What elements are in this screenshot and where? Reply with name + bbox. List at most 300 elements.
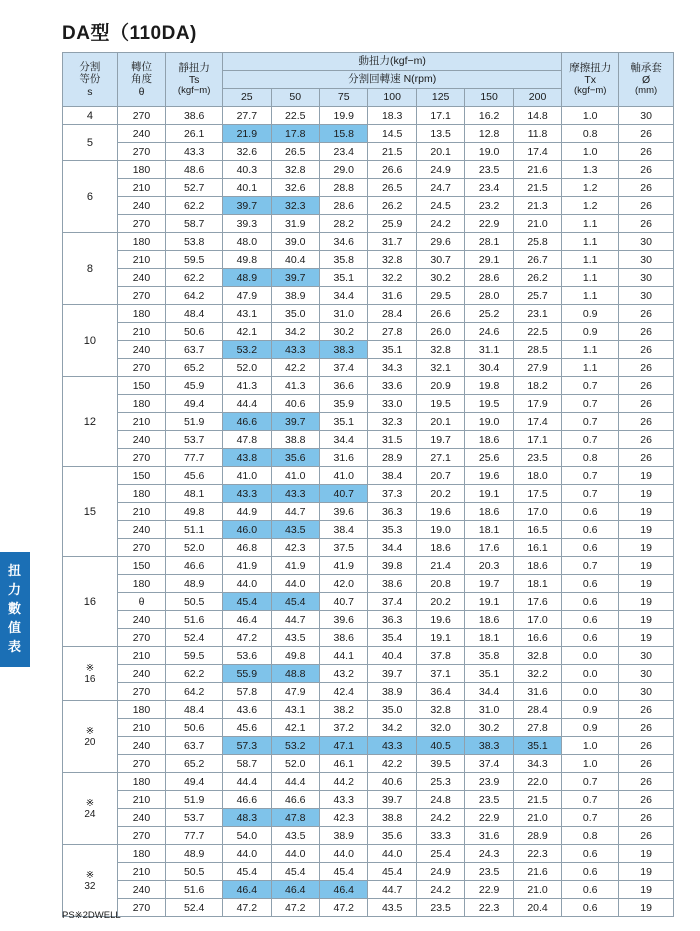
dynamic-torque-cell: 52.0 [271,755,319,773]
side-tab-torque-table [0,552,30,667]
dynamic-torque-cell: 35.1 [368,341,416,359]
dynamic-torque-cell: 39.7 [271,269,319,287]
dynamic-torque-cell: 13.5 [416,125,464,143]
divisions-cell: 8 [63,233,118,305]
table-row [63,413,674,431]
static-torque-cell: 50.6 [166,719,223,737]
dynamic-torque-cell: 26.5 [368,179,416,197]
table-row [63,431,674,449]
dynamic-torque-cell: 17.9 [513,395,561,413]
static-torque-cell: 51.9 [166,413,223,431]
divisions-cell: 4 [63,107,118,125]
table-row [63,107,674,125]
dynamic-torque-cell: 30.2 [416,269,464,287]
friction-torque-cell: 1.0 [562,737,619,755]
dynamic-torque-cell: 23.5 [513,449,561,467]
angle-cell: 210 [117,503,165,521]
table-row [63,899,674,917]
dynamic-torque-cell: 23.4 [320,143,368,161]
bearing-sleeve-cell: 19 [619,593,674,611]
dynamic-torque-cell: 17.4 [513,143,561,161]
dynamic-torque-cell: 28.6 [320,197,368,215]
dynamic-torque-cell: 18.6 [465,503,513,521]
dynamic-torque-cell: 17.8 [271,125,319,143]
friction-torque-cell: 0.7 [562,809,619,827]
dynamic-torque-cell: 22.9 [465,881,513,899]
bearing-sleeve-cell: 19 [619,845,674,863]
friction-torque-cell: 0.6 [562,881,619,899]
divisions-cell: 15 [63,467,118,557]
bearing-sleeve-cell: 30 [619,665,674,683]
header-divisions-l2: 等份 [79,73,101,86]
angle-cell: 240 [117,611,165,629]
dynamic-torque-cell: 19.6 [465,467,513,485]
dynamic-torque-cell: 19.6 [416,503,464,521]
angle-cell: 210 [117,791,165,809]
dynamic-torque-cell: 34.4 [320,431,368,449]
table-row [63,377,674,395]
dynamic-torque-cell: 37.5 [320,539,368,557]
dynamic-torque-cell: 18.1 [465,521,513,539]
dynamic-torque-cell: 23.5 [465,791,513,809]
angle-cell: 180 [117,395,165,413]
torque-table [62,52,674,917]
dynamic-torque-cell: 46.6 [223,413,271,431]
header-angle-l3: θ [138,85,145,98]
dynamic-torque-cell: 31.7 [368,233,416,251]
dynamic-torque-cell: 57.3 [223,737,271,755]
bearing-sleeve-cell: 26 [619,359,674,377]
bearing-sleeve-cell: 19 [619,539,674,557]
angle-cell: θ [117,593,165,611]
dynamic-torque-cell: 36.3 [368,503,416,521]
dynamic-torque-cell: 19.5 [465,395,513,413]
dynamic-torque-cell: 42.0 [320,575,368,593]
dynamic-torque-cell: 49.8 [223,251,271,269]
friction-torque-cell: 0.7 [562,485,619,503]
bearing-sleeve-cell: 26 [619,755,674,773]
friction-torque-cell: 0.9 [562,305,619,323]
dynamic-torque-cell: 35.4 [368,629,416,647]
dynamic-torque-cell: 21.0 [513,809,561,827]
divisions-line: ※ [85,725,95,737]
dynamic-torque-cell: 39.8 [368,557,416,575]
dynamic-torque-cell: 44.9 [223,503,271,521]
static-torque-cell: 26.1 [166,125,223,143]
dynamic-torque-cell: 35.6 [368,827,416,845]
static-torque-cell: 51.9 [166,791,223,809]
bearing-sleeve-cell: 26 [619,305,674,323]
dynamic-torque-cell: 22.0 [513,773,561,791]
divisions-line: 32 [84,880,96,892]
dynamic-torque-cell: 37.4 [465,755,513,773]
dynamic-torque-cell: 43.1 [271,701,319,719]
dynamic-torque-cell: 39.0 [271,233,319,251]
angle-cell: 210 [117,719,165,737]
dynamic-torque-cell: 42.3 [320,809,368,827]
dynamic-torque-cell: 37.4 [320,359,368,377]
friction-torque-cell: 0.9 [562,323,619,341]
dynamic-torque-cell: 26.2 [368,197,416,215]
static-torque-cell: 59.5 [166,251,223,269]
dynamic-torque-cell: 26.0 [416,323,464,341]
dynamic-torque-cell: 44.0 [271,575,319,593]
dynamic-torque-cell: 54.0 [223,827,271,845]
divisions-cell [63,773,118,845]
dynamic-torque-cell: 47.9 [271,683,319,701]
header-ts-l1: 靜扭力 [178,61,210,74]
table-row [63,701,674,719]
dynamic-torque-cell: 47.8 [223,431,271,449]
static-torque-cell: 51.1 [166,521,223,539]
dynamic-torque-cell: 32.0 [416,719,464,737]
dynamic-torque-cell: 31.5 [368,431,416,449]
table-header [63,53,674,107]
dynamic-torque-cell: 17.1 [416,107,464,125]
divisions-cell [63,701,118,773]
table-row [63,575,674,593]
dynamic-torque-cell: 15.8 [320,125,368,143]
dynamic-torque-cell: 44.0 [223,845,271,863]
bearing-sleeve-cell: 26 [619,791,674,809]
dynamic-torque-cell: 39.6 [320,503,368,521]
dynamic-torque-cell: 36.3 [368,611,416,629]
bearing-sleeve-cell: 19 [619,557,674,575]
dynamic-torque-cell: 23.5 [465,161,513,179]
divisions-cell: 12 [63,377,118,467]
header-angle-l2: 角度 [130,73,152,86]
static-torque-cell: 53.8 [166,233,223,251]
dynamic-torque-cell: 21.3 [513,197,561,215]
dynamic-torque-cell: 31.1 [465,341,513,359]
dynamic-torque-cell: 45.4 [223,593,271,611]
dynamic-torque-cell: 35.1 [513,737,561,755]
dynamic-torque-cell: 34.6 [320,233,368,251]
dynamic-torque-cell: 17.4 [513,413,561,431]
dynamic-torque-cell: 40.7 [320,593,368,611]
table-row [63,323,674,341]
dynamic-torque-cell: 34.3 [368,359,416,377]
dynamic-torque-cell: 21.6 [513,863,561,881]
dynamic-torque-cell: 32.2 [513,665,561,683]
bearing-sleeve-cell: 26 [619,431,674,449]
dynamic-torque-cell: 46.1 [320,755,368,773]
dynamic-torque-cell: 32.2 [368,269,416,287]
dynamic-torque-cell: 18.1 [513,575,561,593]
dynamic-torque-cell: 48.3 [223,809,271,827]
table-row [63,845,674,863]
dynamic-torque-cell: 32.8 [416,701,464,719]
static-torque-cell: 53.7 [166,809,223,827]
dynamic-torque-cell: 19.7 [465,575,513,593]
dynamic-torque-cell: 42.4 [320,683,368,701]
dynamic-torque-cell: 22.5 [513,323,561,341]
dynamic-torque-cell: 39.7 [368,665,416,683]
dynamic-torque-cell: 18.2 [513,377,561,395]
dynamic-torque-cell: 38.2 [320,701,368,719]
static-torque-cell: 65.2 [166,359,223,377]
divisions-cell [63,845,118,917]
bearing-sleeve-cell: 26 [619,323,674,341]
angle-cell: 210 [117,863,165,881]
dynamic-torque-cell: 43.3 [368,737,416,755]
angle-cell: 270 [117,107,165,125]
dynamic-torque-cell: 42.3 [271,539,319,557]
dynamic-torque-cell: 45.4 [223,863,271,881]
friction-torque-cell: 0.6 [562,503,619,521]
bearing-sleeve-cell: 26 [619,125,674,143]
dynamic-torque-cell: 35.1 [465,665,513,683]
bearing-sleeve-cell: 19 [619,899,674,917]
dynamic-torque-cell: 36.6 [320,377,368,395]
dynamic-torque-cell: 35.9 [320,395,368,413]
static-torque-cell: 62.2 [166,197,223,215]
dynamic-torque-cell: 26.5 [271,143,319,161]
side-tab-char-2: 力 [7,582,22,598]
dynamic-torque-cell: 19.0 [465,413,513,431]
angle-cell: 240 [117,521,165,539]
dynamic-torque-cell: 19.5 [416,395,464,413]
table-row [63,755,674,773]
dynamic-torque-cell: 57.8 [223,683,271,701]
dynamic-torque-cell: 32.1 [416,359,464,377]
friction-torque-cell: 0.9 [562,719,619,737]
static-torque-cell: 64.2 [166,683,223,701]
friction-torque-cell: 0.6 [562,611,619,629]
angle-cell: 240 [117,809,165,827]
dynamic-torque-cell: 44.2 [320,773,368,791]
dynamic-torque-cell: 32.8 [513,647,561,665]
table-row [63,215,674,233]
header-ts-l3: (kgf−m) [177,85,211,97]
bearing-sleeve-cell: 26 [619,773,674,791]
friction-torque-cell: 1.0 [562,107,619,125]
friction-torque-cell: 1.1 [562,341,619,359]
dynamic-torque-cell: 29.1 [465,251,513,269]
dynamic-torque-cell: 46.4 [271,881,319,899]
dynamic-torque-cell: 39.7 [271,413,319,431]
dynamic-torque-cell: 19.0 [465,143,513,161]
bearing-sleeve-cell: 30 [619,233,674,251]
table-row [63,881,674,899]
bearing-sleeve-cell: 26 [619,809,674,827]
dynamic-torque-cell: 41.0 [320,467,368,485]
dynamic-torque-cell: 40.4 [368,647,416,665]
dynamic-torque-cell: 16.1 [513,539,561,557]
dynamic-torque-cell: 45.6 [223,719,271,737]
dynamic-torque-cell: 22.3 [513,845,561,863]
table-row [63,647,674,665]
dynamic-torque-cell: 20.8 [416,575,464,593]
dynamic-torque-cell: 43.5 [271,521,319,539]
dynamic-torque-cell: 25.3 [416,773,464,791]
angle-cell: 210 [117,413,165,431]
dynamic-torque-cell: 43.3 [320,791,368,809]
static-torque-cell: 65.2 [166,755,223,773]
dynamic-torque-cell: 28.4 [368,305,416,323]
angle-cell: 210 [117,323,165,341]
header-divisions-l1: 分割 [79,61,101,74]
header-friction-torque [562,53,619,107]
dynamic-torque-cell: 33.6 [368,377,416,395]
dynamic-torque-cell: 41.3 [271,377,319,395]
angle-cell: 150 [117,557,165,575]
angle-cell: 180 [117,701,165,719]
bearing-sleeve-cell: 26 [619,341,674,359]
angle-cell: 240 [117,431,165,449]
friction-torque-cell: 0.0 [562,665,619,683]
bearing-sleeve-cell: 26 [619,719,674,737]
dynamic-torque-cell: 32.8 [368,251,416,269]
angle-cell: 270 [117,755,165,773]
dynamic-torque-cell: 17.1 [513,431,561,449]
header-brg-l1: 軸承套 [630,61,662,74]
friction-torque-cell: 0.6 [562,629,619,647]
dynamic-torque-cell: 18.0 [513,467,561,485]
table-row [63,611,674,629]
dynamic-torque-cell: 38.9 [271,287,319,305]
dynamic-torque-cell: 39.5 [416,755,464,773]
dynamic-torque-cell: 26.6 [416,305,464,323]
static-torque-cell: 48.1 [166,485,223,503]
dynamic-torque-cell: 21.4 [416,557,464,575]
dynamic-torque-cell: 43.1 [223,305,271,323]
dynamic-torque-cell: 38.4 [368,467,416,485]
table-row [63,791,674,809]
divisions-line: ※ [85,662,95,674]
table-row [63,593,674,611]
dynamic-torque-cell: 37.3 [368,485,416,503]
dynamic-torque-cell: 30.2 [320,323,368,341]
dynamic-torque-cell: 19.0 [416,521,464,539]
angle-cell: 270 [117,899,165,917]
bearing-sleeve-cell: 26 [619,161,674,179]
dynamic-torque-cell: 47.9 [223,287,271,305]
divisions-cell: 10 [63,305,118,377]
dynamic-torque-cell: 47.2 [271,899,319,917]
static-torque-cell: 45.6 [166,467,223,485]
angle-cell: 270 [117,683,165,701]
dynamic-torque-cell: 21.5 [368,143,416,161]
angle-cell: 180 [117,575,165,593]
dynamic-torque-cell: 41.0 [223,467,271,485]
angle-cell: 210 [117,647,165,665]
dynamic-torque-cell: 47.2 [320,899,368,917]
header-angle-l1: 轉位 [130,61,152,74]
page-title: DA型（110DA) [62,23,197,44]
dynamic-torque-cell: 24.7 [416,179,464,197]
dynamic-torque-cell: 23.5 [416,899,464,917]
dynamic-torque-cell: 41.9 [320,557,368,575]
friction-torque-cell: 0.9 [562,701,619,719]
static-torque-cell: 48.6 [166,161,223,179]
dynamic-torque-cell: 45.4 [271,593,319,611]
dynamic-torque-cell: 44.4 [271,773,319,791]
divisions-line: ※ [85,797,95,809]
dynamic-torque-cell: 43.5 [271,827,319,845]
dynamic-torque-cell: 19.1 [465,485,513,503]
dynamic-torque-cell: 20.4 [513,899,561,917]
dynamic-torque-cell: 19.6 [416,611,464,629]
table-row [63,863,674,881]
dynamic-torque-cell: 34.3 [513,755,561,773]
dynamic-torque-cell: 32.8 [271,161,319,179]
angle-cell: 270 [117,215,165,233]
dynamic-torque-cell: 28.9 [368,449,416,467]
dynamic-torque-cell: 38.9 [368,683,416,701]
header-index-angle [117,53,165,107]
static-torque-cell: 48.4 [166,701,223,719]
divisions-line: 20 [84,736,96,748]
dynamic-torque-cell: 32.3 [368,413,416,431]
friction-torque-cell: 1.2 [562,197,619,215]
dynamic-torque-cell: 20.9 [416,377,464,395]
dynamic-torque-cell: 17.0 [513,611,561,629]
dynamic-torque-cell: 26.7 [513,251,561,269]
dynamic-torque-cell: 18.6 [465,431,513,449]
angle-cell: 270 [117,449,165,467]
table-row [63,809,674,827]
bearing-sleeve-cell: 26 [619,179,674,197]
dynamic-torque-cell: 21.9 [223,125,271,143]
header-speed-50: 50 [271,89,319,107]
header-tx-l2: Tx [584,74,597,87]
dynamic-torque-cell: 24.2 [416,809,464,827]
static-torque-cell: 63.7 [166,341,223,359]
angle-cell: 240 [117,125,165,143]
static-torque-cell: 50.5 [166,593,223,611]
dynamic-torque-cell: 38.9 [320,827,368,845]
header-tx-l3: (kgf−m) [574,85,607,97]
side-tab-char-4: 值 [7,619,22,635]
static-torque-cell: 52.4 [166,899,223,917]
friction-torque-cell: 0.6 [562,575,619,593]
friction-torque-cell: 1.1 [562,359,619,377]
dynamic-torque-cell: 44.0 [320,845,368,863]
divisions-cell: 6 [63,161,118,233]
dynamic-torque-cell: 35.1 [320,269,368,287]
dynamic-torque-cell: 14.5 [368,125,416,143]
dynamic-torque-cell: 21.5 [513,179,561,197]
dynamic-torque-cell: 41.0 [271,467,319,485]
header-brg-l2: Ø [642,74,651,87]
static-torque-cell: 52.4 [166,629,223,647]
header-divisions [63,53,118,107]
friction-torque-cell: 1.1 [562,287,619,305]
dynamic-torque-cell: 35.6 [271,449,319,467]
header-row-1 [63,53,674,71]
angle-cell: 180 [117,233,165,251]
dynamic-torque-cell: 48.9 [223,269,271,287]
bearing-sleeve-cell: 19 [619,521,674,539]
bearing-sleeve-cell: 30 [619,251,674,269]
friction-torque-cell: 0.7 [562,395,619,413]
dynamic-torque-cell: 46.6 [223,791,271,809]
static-torque-cell: 59.5 [166,647,223,665]
static-torque-cell: 52.0 [166,539,223,557]
dynamic-torque-cell: 35.8 [465,647,513,665]
dynamic-torque-cell: 39.7 [223,197,271,215]
dynamic-torque-cell: 24.9 [416,863,464,881]
friction-torque-cell: 1.3 [562,161,619,179]
torque-table-container [62,52,674,917]
static-torque-cell: 63.7 [166,737,223,755]
dynamic-torque-cell: 18.3 [368,107,416,125]
dynamic-torque-cell: 34.4 [368,539,416,557]
static-torque-cell: 46.6 [166,557,223,575]
dynamic-torque-cell: 20.1 [416,143,464,161]
dynamic-torque-cell: 41.9 [223,557,271,575]
